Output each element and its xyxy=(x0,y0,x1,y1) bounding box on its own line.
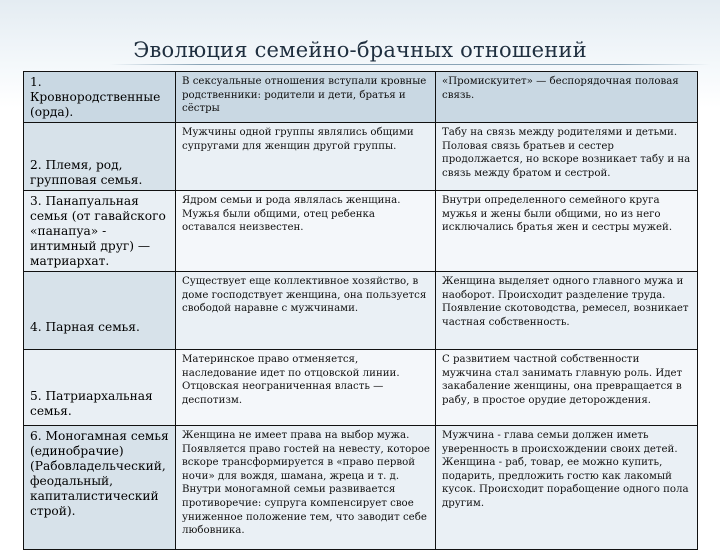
table-row xyxy=(24,272,698,350)
stage-cell: 6. Моногамная семья (единобрачие) (Рабовладельческий, феодальный, капиталистический строй). xyxy=(24,426,176,550)
details-cell: С развитием частной собственности мужчина стал занимать главную роль. Идет закабаление женщины, она превращается в рабу, в простое орудие деторождения. xyxy=(436,350,698,426)
details-cell: «Промискуитет» — беспорядочная половая связь. xyxy=(436,72,698,123)
stage-cell: 1. Кровнородственные (орда). xyxy=(24,72,176,123)
table-row xyxy=(24,123,698,191)
table-row xyxy=(24,426,698,550)
description-cell: Существует еще коллективное хозяйство, в доме господствует женщина, она пользуется свободой наравне с мужчинами. xyxy=(176,272,436,350)
details-cell: Мужчина - глава семьи должен иметь уверенность в происхождении своих детей. Женщина - раб, товар, ее можно купить, подарить, предложить гостю как лакомый кусок. Происходит порабощение одного пола другим. xyxy=(436,426,698,550)
description-cell: В сексуальные отношения вступали кровные родственники: родители и дети, братья и сёстры xyxy=(176,72,436,123)
stage-cell: 3. Панапуальная семья (от гавайского «панапуа» - интимный друг) — матриархат. xyxy=(24,191,176,272)
table-row xyxy=(24,72,698,123)
page-title: Эволюция семейно-брачных отношений xyxy=(133,38,587,62)
stage-cell: 4. Парная семья. xyxy=(24,272,176,350)
stage-cell: 2. Племя, род, групповая семья. xyxy=(24,123,176,191)
description-cell: Материнское право отменяется, наследование идет по отцовской линии. Отцовская неограниченная власть — деспотизм. xyxy=(176,350,436,426)
description-cell: Мужчины одной группы являлись общими супругами для женщин другой группы. xyxy=(176,123,436,191)
table-row xyxy=(24,350,698,426)
table-row xyxy=(24,191,698,272)
details-cell: Женщина выделяет одного главного мужа и наоборот. Происходит разделение труда. Появление скотоводства, ремесел, возникает частная собственность. xyxy=(436,272,698,350)
description-cell: Женщина не имеет права на выбор мужа. Появляется право гостей на невесту, которое вскоре трансформируется в «право первой ночи» для вождя, шамана, жреца и т. д. Внутри моногамной семьи развивается противоречие: супруга компенсирует свое униженное положение тем, что заводит себе любовника. xyxy=(176,426,436,550)
details-cell: Внутри определенного семейного круга мужья и жены были общими, но из него исключались братья жен и сестры мужей. xyxy=(436,191,698,272)
details-cell: Табу на связь между родителями и детьми. Половая связь братьев и сестер продолжается, но вскоре возникает табу и на связь между братом и сестрой. xyxy=(436,123,698,191)
title-divider xyxy=(110,64,710,65)
description-cell: Ядром семьи и рода являлась женщина. Мужья были общими, отец ребенка оставался неизвестен. xyxy=(176,191,436,272)
family-evolution-table xyxy=(23,71,698,550)
stage-cell: 5. Патриархальная семья. xyxy=(24,350,176,426)
